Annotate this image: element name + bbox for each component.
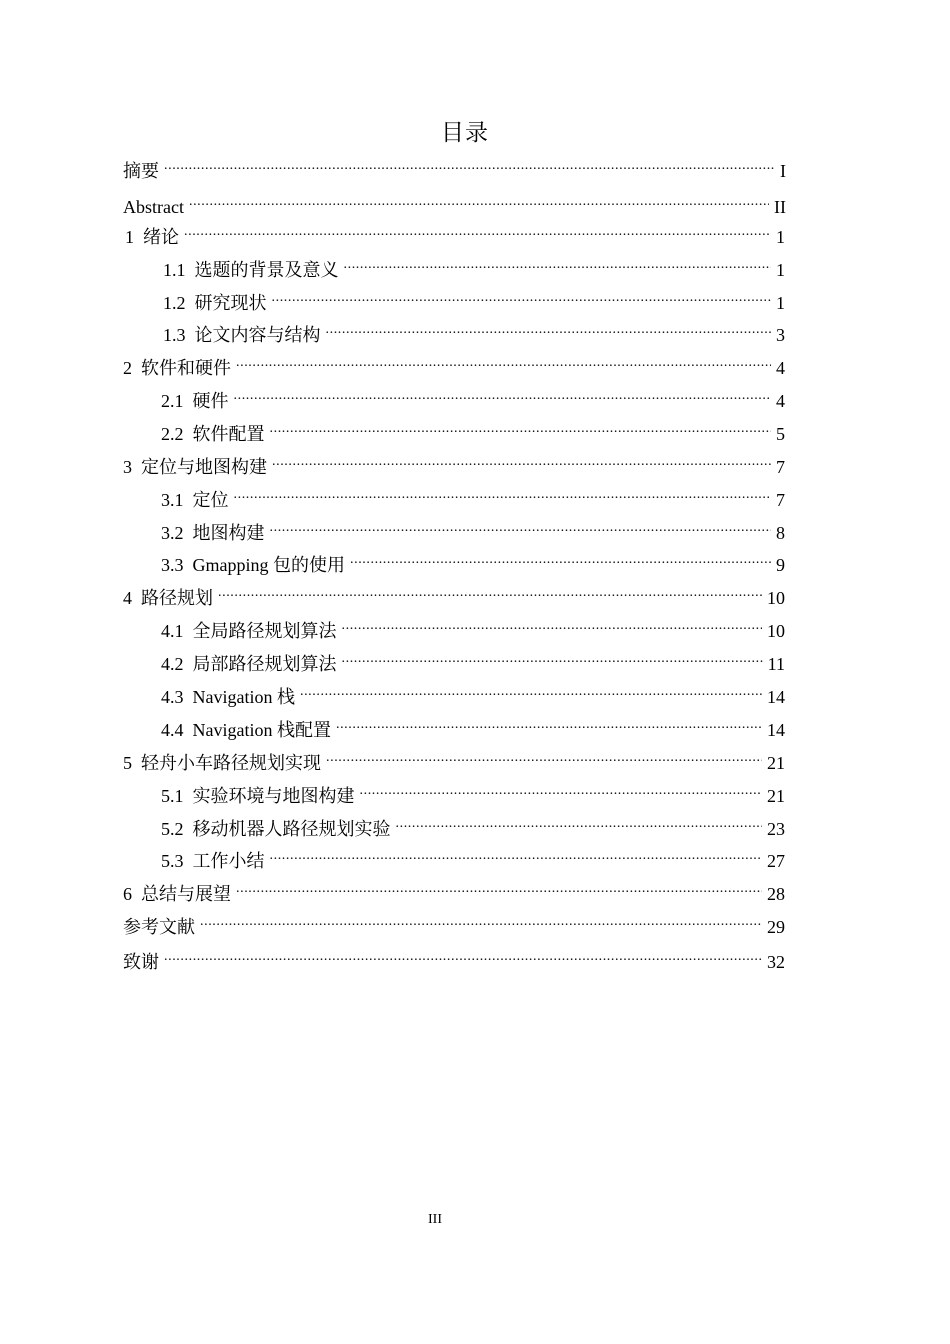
toc-entry-number: 1 bbox=[125, 227, 134, 247]
toc-entry-page: 14 bbox=[767, 687, 785, 707]
toc-entry-number: 2.1 bbox=[161, 391, 184, 411]
toc-dot-leader bbox=[360, 778, 763, 802]
toc-entry-number: 5.3 bbox=[161, 851, 184, 871]
toc-entry-page: 14 bbox=[767, 720, 785, 740]
toc-entry-page: 5 bbox=[776, 424, 785, 444]
toc-dot-leader bbox=[270, 515, 772, 539]
toc-entry[interactable] bbox=[161, 482, 785, 512]
toc-entry-page: 7 bbox=[776, 490, 785, 510]
toc-entry[interactable] bbox=[123, 580, 785, 610]
toc-entry-number: 4.1 bbox=[161, 621, 184, 641]
toc-entry-number: 3 bbox=[123, 457, 132, 477]
toc-dot-leader bbox=[396, 811, 763, 835]
toc-entry-number: 2 bbox=[123, 358, 132, 378]
toc-entry[interactable] bbox=[161, 778, 785, 808]
toc-entry-number: 1.1 bbox=[163, 260, 186, 280]
toc-entry-number: 5 bbox=[123, 753, 132, 773]
toc-entry[interactable] bbox=[123, 944, 785, 974]
toc-entry-label: 路径规划 bbox=[141, 588, 213, 608]
toc-entry-label: 局部路径规划算法 bbox=[192, 654, 337, 674]
toc-dot-leader bbox=[342, 613, 763, 637]
toc-entry-page: 29 bbox=[767, 917, 785, 937]
toc-entry-page: II bbox=[774, 197, 786, 217]
toc-dot-leader bbox=[270, 416, 772, 440]
toc-dot-leader bbox=[164, 944, 762, 968]
toc-entry-number: 4.4 bbox=[161, 720, 184, 740]
toc-entry[interactable] bbox=[161, 515, 785, 545]
toc-entry-number: 4 bbox=[123, 588, 132, 608]
toc-dot-leader bbox=[236, 876, 762, 900]
toc-entry[interactable] bbox=[161, 811, 785, 841]
toc-entry[interactable] bbox=[123, 350, 785, 380]
toc-entry-label: Abstract bbox=[123, 197, 184, 217]
toc-entry-page: 4 bbox=[776, 391, 785, 411]
toc-dot-leader bbox=[164, 153, 775, 177]
toc-entry-label: 论文内容与结构 bbox=[194, 325, 321, 345]
toc-entry-page: 3 bbox=[776, 325, 785, 345]
toc-entry-page: 10 bbox=[767, 588, 785, 608]
toc-entry[interactable] bbox=[123, 449, 785, 479]
toc-entry-label: 定位与地图构建 bbox=[141, 457, 267, 477]
toc-entry-page: I bbox=[780, 161, 786, 181]
toc-entry-page: 21 bbox=[767, 753, 785, 773]
toc-entry-label: 移动机器人路径规划实验 bbox=[192, 819, 391, 839]
toc-entry-page: 1 bbox=[776, 293, 785, 313]
toc-entry-page: 4 bbox=[776, 358, 785, 378]
toc-entry[interactable] bbox=[161, 679, 785, 709]
toc-dot-leader bbox=[272, 449, 771, 473]
toc-dot-leader bbox=[234, 383, 772, 407]
toc-entry[interactable] bbox=[123, 189, 786, 219]
toc-entry-label: 总结与展望 bbox=[141, 884, 231, 904]
toc-entry[interactable] bbox=[161, 383, 785, 413]
toc-dot-leader bbox=[234, 482, 772, 506]
toc-entry[interactable] bbox=[163, 252, 785, 282]
toc-entry[interactable] bbox=[123, 909, 785, 939]
toc-entry-page: 7 bbox=[776, 457, 785, 477]
toc-title: 目录 bbox=[441, 120, 489, 145]
toc-entry-label: 致谢 bbox=[123, 952, 159, 972]
toc-dot-leader bbox=[218, 580, 762, 604]
toc-entry[interactable] bbox=[123, 745, 785, 775]
toc-entry-label: 轻舟小车路径规划实现 bbox=[141, 753, 321, 773]
toc-entry[interactable] bbox=[161, 547, 785, 577]
toc-entry-number: 3.1 bbox=[161, 490, 184, 510]
toc-entry[interactable] bbox=[125, 219, 785, 249]
toc-entry[interactable] bbox=[123, 153, 786, 183]
toc-entry-page: 1 bbox=[776, 227, 785, 247]
toc-dot-leader bbox=[270, 843, 763, 867]
toc-entry-label: Gmapping 包的使用 bbox=[192, 555, 345, 575]
toc-entry-number: 4.3 bbox=[161, 687, 184, 707]
toc-entry-number: 6 bbox=[123, 884, 132, 904]
toc-entry-page: 27 bbox=[767, 851, 785, 871]
toc-entry-number: 5.2 bbox=[161, 819, 184, 839]
toc-entry[interactable] bbox=[161, 712, 785, 742]
toc-entry-number: 3.3 bbox=[161, 555, 184, 575]
toc-entry[interactable] bbox=[163, 285, 785, 315]
toc-entry-page: 23 bbox=[767, 819, 785, 839]
toc-entry-label: 全局路径规划算法 bbox=[192, 621, 337, 641]
toc-entry[interactable] bbox=[161, 613, 785, 643]
toc-entry-label: 地图构建 bbox=[192, 523, 265, 543]
toc-entry-number: 2.2 bbox=[161, 424, 184, 444]
toc-entry[interactable] bbox=[161, 416, 785, 446]
toc-entry-page: 28 bbox=[767, 884, 785, 904]
toc-entry[interactable] bbox=[163, 317, 785, 347]
toc-entry[interactable] bbox=[161, 843, 785, 873]
toc-entry-number: 1.3 bbox=[163, 325, 186, 345]
toc-entry-page: 32 bbox=[767, 952, 785, 972]
toc-dot-leader bbox=[300, 679, 762, 703]
toc-entry-label: 定位 bbox=[192, 490, 229, 510]
toc-entry-label: 绪论 bbox=[143, 227, 179, 247]
toc-entry-page: 10 bbox=[767, 621, 785, 641]
toc-dot-leader bbox=[184, 219, 771, 243]
toc-dot-leader bbox=[189, 189, 769, 213]
toc-entry-label: Navigation 栈 bbox=[192, 687, 295, 707]
toc-entry-label: 摘要 bbox=[123, 161, 159, 181]
toc-entry-page: 1 bbox=[776, 260, 785, 280]
toc-entry-page: 11 bbox=[767, 654, 785, 674]
toc-dot-leader bbox=[236, 350, 771, 374]
footer-page-number: III bbox=[428, 1212, 442, 1227]
toc-dot-leader bbox=[326, 745, 762, 769]
toc-entry-number: 1.2 bbox=[163, 293, 186, 313]
toc-entry-label: 研究现状 bbox=[194, 293, 267, 313]
toc-dot-leader bbox=[344, 252, 772, 276]
toc-entry-label: Navigation 栈配置 bbox=[192, 720, 331, 740]
toc-dot-leader bbox=[336, 712, 762, 736]
toc-entry-page: 21 bbox=[767, 786, 785, 806]
toc-entry[interactable] bbox=[123, 876, 785, 906]
toc-dot-leader bbox=[200, 909, 762, 933]
toc-entry-label: 工作小结 bbox=[192, 851, 265, 871]
toc-entry-label: 选题的背景及意义 bbox=[194, 260, 339, 280]
toc-dot-leader bbox=[342, 646, 763, 670]
toc-entry[interactable] bbox=[161, 646, 785, 676]
toc-entry-label: 软件和硬件 bbox=[141, 358, 231, 378]
toc-entry-label: 硬件 bbox=[192, 391, 229, 411]
toc-entry-label: 实验环境与地图构建 bbox=[192, 786, 355, 806]
toc-entry-label: 参考文献 bbox=[123, 917, 195, 937]
toc-entry-number: 5.1 bbox=[161, 786, 184, 806]
toc-dot-leader bbox=[350, 547, 771, 571]
toc-dot-leader bbox=[272, 285, 772, 309]
toc-entry-page: 9 bbox=[776, 555, 785, 575]
toc-entry-number: 4.2 bbox=[161, 654, 184, 674]
toc-entry-page: 8 bbox=[776, 523, 785, 543]
toc-entry-number: 3.2 bbox=[161, 523, 184, 543]
toc-entry-label: 软件配置 bbox=[192, 424, 265, 444]
toc-dot-leader bbox=[326, 317, 772, 341]
